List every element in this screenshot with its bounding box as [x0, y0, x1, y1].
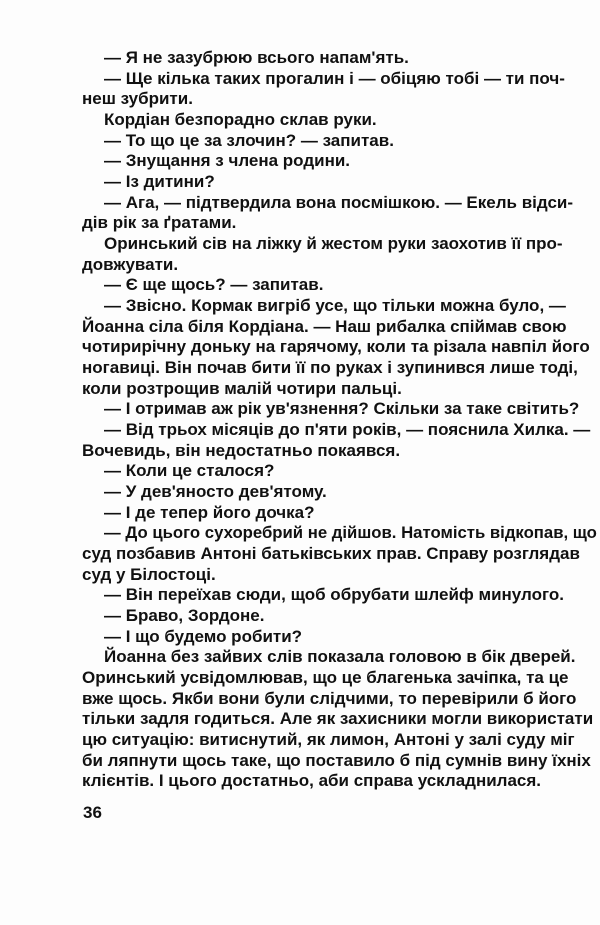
text-line: — То що це за злочин? — запитав.	[104, 130, 394, 150]
text-line: — Є ще щось? — запитав.	[104, 275, 324, 295]
text-line: ногавиці. Він почав бити її по руках і зупинився лише тоді,	[82, 358, 578, 377]
text-line: — До цього сухоребрий не дійшов. Натомість відкопав, що	[104, 523, 597, 543]
text-line: неш зубрити.	[82, 89, 193, 109]
text-line: Оринський усвідомлював, що це благенька зачіпка, та це	[82, 668, 569, 687]
text-line: — Від трьох місяців до п'яти років, — пояснила Хилка. —	[104, 420, 591, 439]
text-line: — Із дитини?	[104, 172, 215, 191]
text-line: би ляпнути щось таке, що поставило б під сумнів вину їхніх	[82, 750, 591, 770]
text-line: — Звісно. Кормак вигріб усе, що тільки можна було, —	[104, 296, 566, 315]
text-line: вже щось. Якби вони були слідчими, то перевірили б його	[82, 688, 577, 708]
text-line: довжувати.	[82, 254, 179, 274]
text-line: Оринський сів на ліжку й жестом руки заохотив її про-	[104, 234, 563, 253]
text-line: — Ага, — підтвердила вона посмішкою. — Екель відси-	[104, 192, 574, 212]
text-line: цю ситуацію: витиснутий, як лимон, Антоні у залі суду міг	[82, 730, 575, 749]
text-line: коли розтрощив малій чотири пальці.	[82, 378, 402, 398]
text-line: клієнтів. І цього достатньо, аби справа ускладнилася.	[82, 771, 542, 791]
text-line: — Знущання з члена родини.	[104, 151, 351, 171]
page-number: 36	[83, 803, 102, 822]
text-line: тільки задля годиться. Але як захисники могли використати	[82, 709, 594, 729]
text-line: суд у Білостоці.	[82, 564, 216, 584]
text-line: — І де тепер його дочка?	[104, 502, 315, 522]
text-line: Йоанна без зайвих слів показала головою в бік дверей.	[104, 647, 576, 667]
text-line: дів рік за ґратами.	[82, 213, 237, 233]
text-line: — Ще кілька таких прогалин і — обіцяю тобі — ти поч-	[104, 68, 565, 88]
text-line: — Я не зазубрюю всього напам'ять.	[104, 48, 409, 67]
text-line: чотирирічну доньку на гарячому, коли та різала навпіл його	[82, 337, 590, 357]
text-line: — І отримав аж рік ув'язнення? Скільки за таке світить?	[104, 399, 580, 419]
text-line: Кордіан безпорадно склав руки.	[104, 110, 377, 129]
text-line: Вочевидь, він недостатньо покаявся.	[82, 440, 401, 460]
text-line: — І що будемо робити?	[104, 626, 303, 646]
text-line: — У дев'яносто дев'ятому.	[104, 482, 327, 501]
text-line: — Він переїхав сюди, щоб обрубати шлейф минулого.	[104, 585, 564, 605]
text-line: Йоанна сіла біля Кордіана. — Наш рибалка спіймав свою	[82, 316, 567, 336]
text-line: — Браво, Зордоне.	[104, 606, 265, 625]
text-line: — Коли це сталося?	[104, 461, 275, 481]
text-line: суд позбавив Антоні батьківських прав. Справу розглядав	[82, 544, 580, 563]
